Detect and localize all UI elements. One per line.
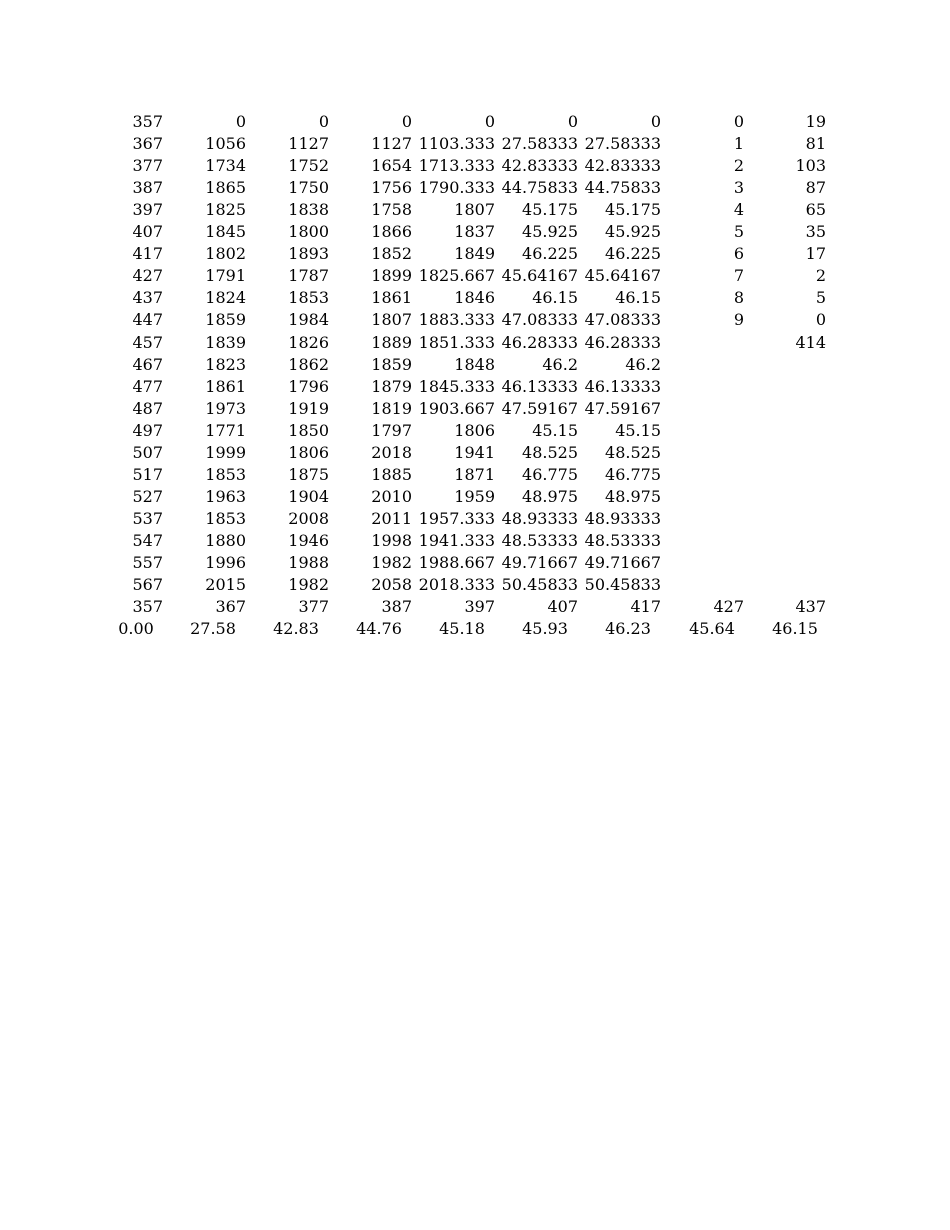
main-cell-col-5: 1941.333 — [418, 530, 495, 550]
side-count-cell: 0 — [815, 310, 826, 330]
main-cell-col-7: 48.525 — [605, 442, 661, 462]
main-cell-col-3: 1800 — [288, 222, 329, 242]
main-cell-col-7: 45.925 — [605, 222, 661, 242]
main-cell-col-7: 44.75833 — [584, 178, 661, 198]
main-cell-col-1: 477 — [132, 376, 163, 396]
table-row — [0, 199, 950, 221]
main-cell-col-6: 46.13333 — [501, 376, 578, 396]
main-cell-col-5: 1849 — [454, 244, 495, 264]
main-cell-col-2: 1839 — [205, 332, 246, 352]
main-cell-col-2: 1999 — [205, 442, 246, 462]
main-cell-col-2: 1853 — [205, 464, 246, 484]
main-cell-col-5: 1957.333 — [418, 508, 495, 528]
main-cell-col-2: 0 — [235, 112, 246, 131]
main-cell-col-1: 357 — [132, 112, 163, 131]
side-count-cell: 17 — [805, 244, 826, 264]
main-cell-col-2: 1845 — [205, 222, 246, 242]
footer-wavelength-cell: 427 — [713, 597, 744, 617]
main-cell-col-2: 1771 — [205, 420, 246, 440]
table-row — [0, 486, 950, 508]
side-index-cell: 5 — [733, 222, 745, 242]
table-row — [0, 530, 950, 552]
footer-wavelength-cell: 387 — [381, 597, 412, 617]
main-cell-col-6: 46.2 — [542, 354, 578, 374]
main-cell-col-2: 1973 — [205, 398, 246, 418]
main-cell-col-3: 1806 — [288, 442, 329, 462]
main-cell-col-4: 1866 — [371, 222, 412, 242]
main-cell-col-3: 1893 — [288, 244, 329, 264]
table-row — [0, 221, 950, 243]
main-cell-col-4: 1879 — [371, 376, 412, 396]
footer-average-cell: 0.00 — [118, 619, 154, 639]
main-cell-col-5: 1713.333 — [418, 156, 495, 176]
main-cell-col-3: 1919 — [288, 398, 329, 418]
side-count-cell: 5 — [815, 288, 826, 308]
main-cell-col-5: 2018.333 — [418, 575, 495, 595]
side-index-cell: 4 — [733, 200, 745, 220]
main-cell-col-2: 1823 — [205, 354, 246, 374]
side-count-cell: 35 — [805, 222, 826, 242]
main-cell-col-5: 1941 — [454, 442, 495, 462]
main-cell-col-6: 45.64167 — [501, 266, 578, 286]
main-cell-col-7: 46.775 — [605, 464, 661, 484]
main-cell-col-5: 1806 — [454, 420, 495, 440]
table-row — [0, 420, 950, 442]
main-cell-col-5: 1988.667 — [418, 553, 495, 572]
main-cell-col-6: 48.525 — [522, 442, 578, 462]
side-index-cell: 9 — [733, 310, 745, 330]
main-cell-col-7: 50.45833 — [584, 575, 661, 595]
main-cell-col-2: 1056 — [205, 134, 246, 154]
main-cell-col-4: 2058 — [371, 575, 412, 595]
side-count-cell: 65 — [805, 200, 826, 220]
side-index-cell: 7 — [733, 266, 745, 286]
main-cell-col-7: 46.225 — [605, 244, 661, 264]
table-row — [0, 265, 950, 287]
table-row — [0, 111, 950, 133]
main-cell-col-3: 1904 — [288, 486, 329, 506]
main-cell-col-3: 1850 — [288, 420, 329, 440]
main-cell-col-1: 397 — [132, 200, 163, 220]
table-row — [0, 332, 950, 354]
main-cell-col-7: 48.53333 — [584, 530, 661, 550]
main-cell-col-7: 45.64167 — [584, 266, 661, 286]
footer-average-cell: 45.18 — [439, 619, 485, 639]
main-cell-col-6: 45.925 — [522, 222, 578, 242]
main-cell-col-3: 1988 — [288, 553, 329, 572]
main-cell-col-5: 1846 — [454, 288, 495, 308]
table-row — [0, 508, 950, 530]
main-cell-col-6: 47.59167 — [501, 398, 578, 418]
table-row — [0, 552, 950, 574]
table-row — [0, 155, 950, 177]
main-cell-col-5: 1837 — [454, 222, 495, 242]
main-cell-col-2: 1996 — [205, 553, 246, 572]
table-row — [0, 133, 950, 155]
main-cell-col-7: 46.28333 — [584, 332, 661, 352]
main-cell-col-7: 48.93333 — [584, 508, 661, 528]
main-cell-col-3: 1862 — [288, 354, 329, 374]
main-cell-col-3: 1796 — [288, 376, 329, 396]
footer-wavelength-cell: 357 — [132, 597, 163, 617]
main-cell-col-7: 47.08333 — [584, 310, 661, 330]
main-cell-col-2: 1963 — [205, 486, 246, 506]
main-cell-col-4: 1982 — [371, 553, 412, 572]
main-cell-col-3: 1875 — [288, 464, 329, 484]
table-row — [0, 354, 950, 376]
table-row — [0, 596, 950, 618]
main-cell-col-1: 417 — [132, 244, 163, 264]
main-cell-col-6: 46.15 — [532, 288, 578, 308]
main-cell-col-7: 46.2 — [625, 354, 661, 374]
main-cell-col-1: 497 — [132, 420, 163, 440]
side-count-cell: 19 — [805, 112, 826, 131]
main-cell-col-4: 1654 — [371, 156, 412, 176]
main-cell-col-6: 0 — [567, 112, 578, 131]
main-cell-col-7: 27.58333 — [584, 134, 661, 154]
side-count-cell: 87 — [805, 178, 826, 198]
footer-average-cell: 46.15 — [772, 619, 818, 639]
main-cell-col-4: 1797 — [371, 420, 412, 440]
side-count-cell: 2 — [815, 266, 826, 286]
main-cell-col-7: 46.15 — [615, 288, 661, 308]
main-cell-col-1: 437 — [132, 288, 163, 308]
main-cell-col-4: 0 — [401, 112, 412, 131]
main-cell-col-4: 2018 — [371, 442, 412, 462]
main-cell-col-1: 407 — [132, 222, 163, 242]
main-cell-col-6: 48.53333 — [501, 530, 578, 550]
main-cell-col-5: 1959 — [454, 486, 495, 506]
main-cell-col-6: 49.71667 — [501, 553, 578, 572]
main-cell-col-1: 387 — [132, 178, 163, 198]
main-cell-col-1: 547 — [132, 530, 163, 550]
main-cell-col-6: 45.175 — [522, 200, 578, 220]
main-cell-col-5: 1825.667 — [418, 266, 495, 286]
table-row — [0, 177, 950, 199]
main-cell-col-6: 46.225 — [522, 244, 578, 264]
main-cell-col-4: 1885 — [371, 464, 412, 484]
main-cell-col-3: 1946 — [288, 530, 329, 550]
main-cell-col-4: 1127 — [371, 134, 412, 154]
main-cell-col-3: 1752 — [288, 156, 329, 176]
main-cell-col-5: 1807 — [454, 200, 495, 220]
side-count-cell: 414 — [795, 332, 826, 352]
main-cell-col-7: 0 — [650, 112, 661, 131]
main-cell-col-5: 1871 — [454, 464, 495, 484]
main-cell-col-3: 1750 — [288, 178, 329, 198]
side-index-cell: 2 — [733, 156, 745, 176]
main-cell-col-1: 427 — [132, 266, 163, 286]
main-cell-col-7: 45.175 — [605, 200, 661, 220]
footer-average-cell: 45.64 — [689, 619, 735, 639]
main-cell-col-5: 1790.333 — [418, 178, 495, 198]
footer-average-cell: 42.83 — [273, 619, 319, 639]
main-cell-col-4: 1998 — [371, 530, 412, 550]
main-cell-col-6: 44.75833 — [501, 178, 578, 198]
main-cell-col-6: 46.28333 — [501, 332, 578, 352]
main-cell-col-4: 1819 — [371, 398, 412, 418]
main-cell-col-4: 1852 — [371, 244, 412, 264]
main-cell-col-1: 487 — [132, 398, 163, 418]
side-index-cell: 8 — [733, 288, 745, 308]
main-cell-col-1: 557 — [132, 553, 163, 572]
main-cell-col-3: 1826 — [288, 332, 329, 352]
main-cell-col-3: 1787 — [288, 266, 329, 286]
table-row — [0, 464, 950, 486]
main-cell-col-4: 1859 — [371, 354, 412, 374]
main-cell-col-7: 45.15 — [615, 420, 661, 440]
main-cell-col-6: 27.58333 — [501, 134, 578, 154]
footer-wavelength-cell: 417 — [630, 597, 661, 617]
side-count-cell: 81 — [805, 134, 826, 154]
main-cell-col-2: 1853 — [205, 508, 246, 528]
main-cell-col-7: 47.59167 — [584, 398, 661, 418]
main-cell-col-4: 1756 — [371, 178, 412, 198]
main-cell-col-3: 1838 — [288, 200, 329, 220]
main-cell-col-1: 367 — [132, 134, 163, 154]
main-cell-col-6: 42.83333 — [501, 156, 578, 176]
main-cell-col-4: 1899 — [371, 266, 412, 286]
main-cell-col-3: 1127 — [288, 134, 329, 154]
footer-average-cell: 45.93 — [522, 619, 568, 639]
footer-wavelength-cell: 407 — [547, 597, 578, 617]
main-cell-col-5: 1903.667 — [418, 398, 495, 418]
main-cell-col-2: 2015 — [205, 575, 246, 595]
main-cell-col-3: 2008 — [288, 508, 329, 528]
main-cell-col-3: 0 — [318, 112, 329, 131]
main-cell-col-5: 1103.333 — [418, 134, 495, 154]
main-cell-col-4: 1889 — [371, 332, 412, 352]
table-row — [0, 287, 950, 309]
table-row — [0, 618, 950, 640]
footer-average-cell: 46.23 — [605, 619, 651, 639]
main-cell-col-1: 537 — [132, 508, 163, 528]
main-cell-col-7: 46.13333 — [584, 376, 661, 396]
footer-wavelength-cell: 367 — [215, 597, 246, 617]
main-cell-col-1: 567 — [132, 575, 163, 595]
table-row — [0, 574, 950, 596]
main-cell-col-6: 50.45833 — [501, 575, 578, 595]
main-cell-col-1: 377 — [132, 156, 163, 176]
table-row — [0, 309, 950, 331]
table-row — [0, 243, 950, 265]
main-cell-col-2: 1825 — [205, 200, 246, 220]
side-index-cell: 6 — [733, 244, 745, 264]
table-row — [0, 398, 950, 420]
footer-wavelength-cell: 437 — [795, 597, 826, 617]
main-cell-col-7: 48.975 — [605, 486, 661, 506]
main-cell-col-2: 1865 — [205, 178, 246, 198]
main-cell-col-2: 1791 — [205, 266, 246, 286]
main-cell-col-4: 1758 — [371, 200, 412, 220]
side-count-cell: 103 — [795, 156, 826, 176]
main-cell-col-2: 1802 — [205, 244, 246, 264]
main-cell-col-2: 1861 — [205, 376, 246, 396]
side-index-cell: 1 — [733, 134, 745, 154]
main-cell-col-1: 527 — [132, 486, 163, 506]
main-cell-col-4: 1861 — [371, 288, 412, 308]
main-cell-col-2: 1859 — [205, 310, 246, 330]
main-cell-col-6: 46.775 — [522, 464, 578, 484]
table-row — [0, 376, 950, 398]
main-cell-col-3: 1982 — [288, 575, 329, 595]
footer-average-cell: 27.58 — [190, 619, 236, 639]
side-index-cell: 0 — [733, 112, 745, 131]
main-cell-col-6: 47.08333 — [501, 310, 578, 330]
main-cell-col-5: 1851.333 — [418, 332, 495, 352]
footer-wavelength-cell: 397 — [464, 597, 495, 617]
footer-wavelength-cell: 377 — [298, 597, 329, 617]
main-cell-col-4: 2010 — [371, 486, 412, 506]
main-cell-col-2: 1734 — [205, 156, 246, 176]
table-row — [0, 442, 950, 464]
main-cell-col-1: 467 — [132, 354, 163, 374]
main-cell-col-4: 2011 — [371, 508, 412, 528]
main-cell-col-6: 48.975 — [522, 486, 578, 506]
main-cell-col-1: 447 — [132, 310, 163, 330]
side-index-cell: 3 — [733, 178, 745, 198]
main-cell-col-5: 1848 — [454, 354, 495, 374]
footer-average-cell: 44.76 — [356, 619, 402, 639]
main-cell-col-6: 48.93333 — [501, 508, 578, 528]
main-cell-col-3: 1984 — [288, 310, 329, 330]
main-cell-col-2: 1880 — [205, 530, 246, 550]
main-cell-col-4: 1807 — [371, 310, 412, 330]
main-cell-col-5: 1845.333 — [418, 376, 495, 396]
main-cell-col-5: 0 — [484, 112, 495, 131]
main-cell-col-1: 517 — [132, 464, 163, 484]
main-cell-col-1: 507 — [132, 442, 163, 462]
main-cell-col-6: 45.15 — [532, 420, 578, 440]
main-cell-col-2: 1824 — [205, 288, 246, 308]
main-cell-col-1: 457 — [132, 332, 163, 352]
main-cell-col-5: 1883.333 — [418, 310, 495, 330]
main-cell-col-7: 49.71667 — [584, 553, 661, 572]
main-cell-col-7: 42.83333 — [584, 156, 661, 176]
main-cell-col-3: 1853 — [288, 288, 329, 308]
